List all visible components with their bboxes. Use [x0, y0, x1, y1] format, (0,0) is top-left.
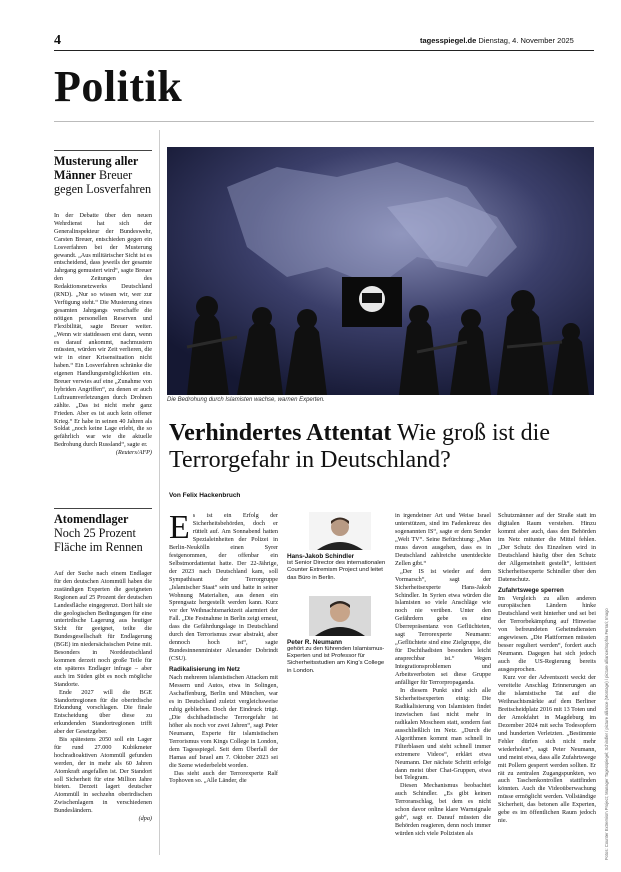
expert-name: Hans-Jakob Schindler: [287, 553, 355, 560]
byline: Von Felix Hackenbruch: [169, 492, 241, 499]
col3-p1: in irgendeiner Art und Weise Israel unterstützen, sind im Fadenkreuz des sogenannten IS“, sagte er dem Sender „Welt TV“. Seine Befürchtung: „Man muss davon ausgehen, dass es in Deutschland zahlreiche unentdeckte Zellen gibt.“: [395, 512, 491, 567]
lead-photo: [167, 147, 594, 395]
brief1-source: (Reuters/AFP): [115, 449, 152, 457]
article-col3: [395, 512, 491, 838]
top-rule: [54, 50, 594, 51]
section-title: Politik: [54, 62, 183, 111]
col3-p3: In diesem Punkt sind sich alle Sicherheitsexperten einig: Die Radikalisierung von Islamisten findet inzwischen fast nicht mehr in radikalen Moscheen statt, sondern fast ausschließlich im Netz. „Durch die Algorithmen kommt man schnell in Filterblasen und sieht schnell immer extremere Videos“, erklärt etwa Neumann. Der nächste Schritt erfolge dann meist über Chat-Gruppen, etwa bei Telegram.: [395, 686, 491, 782]
col4-p1: Schutzmänner auf der Straße statt im digitalen Raum verstehen. Hinzu kommt aber auch, dass den Behörden im Netz mitunter die Mittel fehlen. „Der Schutz des Einzelnen wird in Deutschland häufig über den Schutz der Allgemeinheit gestellt“, kritisiert Sicherheitsexperte Schindler über den Datenschutz.: [498, 512, 596, 583]
brief-rule: [54, 508, 152, 509]
col1-p3: Das sieht auch der Terrorexperte Ralf Tophoven so. „Alle Länder, die: [169, 769, 278, 785]
col4-p3: Kurz vor der Adventszeit weckt der vereitelte Anschlag Erinnerungen an die islamistische Tat auf die Weihnachtsmärkte auf dem Berliner Breitscheidplatz 2016 mit 13 Toten und der Amokfahrt in Magdeburg im Dezember 2024 mit sechs Todesopfern und hunderten Verletzten. „Bestimmte Fehler dürfen sich nicht mehr wiederholen“, sagt Peter Neumann, und meint etwa, dass alle Zufahrtswege mit Pollern gesperrt werden sollten. Er rät zu zentralen Zugangspunkten, wo auch Taschenkontrollen stattfinden könnten. Auch die Videoüberwachung müsse ermöglicht werden. Vollständige Sicherheit, das betonen alle Experten, gebe es im öffentlichen Raum jedoch nie.: [498, 674, 596, 825]
col3-p2: „Der IS ist wieder auf dem Vormarsch“, sagt der Sicherheitsexperte Hans-Jakob Schindler. In Syrien etwa würden die Islamisten so viele Anschläge wie noch nie verüben. Unter den Gefährdern gebe es eine Überrepräsentanz von Geflüchteten, sagt Terrorexperte Neumann: „Geflüchtete sind eine Zielgruppe, die für Dschihadisten besonders leicht ansprechbar ist.“ Wegen Integrationsproblemen und Arbeitsverboten sei diese Gruppe anfälliger für Terrorpropaganda.: [395, 567, 491, 687]
section-rule: [54, 121, 594, 122]
experts-box: [287, 512, 387, 675]
article-col1: [169, 509, 278, 785]
brief1-title-bold: Musterung aller Männer: [54, 154, 139, 182]
col4-p2: Im Vergleich zu allen anderen europäischen Ländern hinke Deutschland weit hinterher und sei bei der Terrorbekämpfung auf Hinweise von befreundeten Geheimdiensten angewiesen. „Die Plattformen müssten besser reguliert werden“, fordert auch Neumann. Dagegen hat sich jedoch auch die US-Regierung bereits ausgesprochen.: [498, 594, 596, 674]
subheading-access-roads: Zufahrtswege sperren: [498, 586, 564, 594]
portrait-image: [309, 512, 371, 550]
issue-date: Dienstag, 4. November 2025: [478, 36, 574, 45]
masthead: [420, 36, 574, 45]
portrait-image: [309, 596, 371, 636]
brief2-title: [54, 512, 152, 554]
site-name: tagesspiegel.de: [420, 36, 477, 45]
brief2-source: (dpa): [138, 815, 152, 823]
brief1-title-rest: Breuer gegen Losverfahren: [54, 168, 152, 196]
photo-caption: Die Bedrohung durch Islamisten wachse, warnen Experten.: [167, 397, 325, 403]
neumann-portrait: [309, 596, 371, 636]
brief2-p1: Auf der Suche nach einem Endlager für den deutschen Atommüll haben die zuständigen Experten die geeigneten Regionen auf 25 Prozent der deutschen Landesfläche eingegrenzt. Dort hält sie die geologischen Bedingungen für eine unterirdische Lagerung aus heutiger Sicht für geeignet, teilte die Bundesgesellschaft für Endlagerung (BGE) im niedersächsischen Peine mit. Besonders in Norddeutschland kommen derzeit noch große Teile für ein späteres Endlager infrage – aber auch im Süden gibt es noch mögliche Standorte.: [54, 570, 152, 688]
col1-p1: s ist ein Erfolg der Sicherheitsbehörden, doch er rüttelt auf. Am Sonnabend hatten Spezialeinheiten der Polizei in Berlin-Neukölln einen Syrer festgenommen, der offenbar ein Selbstmordattentat hatte. Der 22-Jährige, der 2023 nach Deutschland kam, soll Sympathisant der Terrorgruppe „Islamischer Staat“ sein und hatte in seiner Wohnung Materialien, aus denen ein Sprengsatz hergestellt werden kann. Kurz vor der Weihnachtsmarktzeit alarmiert der Fall. „Die Festnahme in Berlin zeigt erneut, dass die Gefährdungslage in Deutschland durch den Terrorismus zwar abstrakt, aber dennoch hoch ist“, sagte Bundesinnenminister Alexander Dobrindt (CSU).: [169, 512, 278, 663]
brief2-title-rest: Noch 25 Prozent Fläche im Rennen: [54, 526, 143, 554]
article-headline: [169, 420, 599, 474]
expert-name: Peter R. Neumann: [287, 638, 343, 646]
dropcap: E: [169, 509, 190, 546]
photo-credit: Fotos: Counter Extremism Project; Manager Tagesspiegel; Schindler / picture alliance (Montage) / picture alliance/Sophia Ferrari; Imago: [604, 608, 609, 860]
headline-rest: Wie groß ist die Terrorgefahr in Deutschland?: [169, 420, 550, 473]
brief2-p2: Ende 2027 will die BGE Standortregionen für die oberirdische Erkundung vorschlagen. Die finale Entscheidung über diese zu erkundenden Standortregionen trifft aber der Gesetzgeber.: [54, 688, 152, 736]
brief2-body: [54, 570, 152, 823]
page-number: 4: [54, 33, 61, 48]
expert-bio: gehört zu den führenden Islamismus-Experten und ist Professor für Sicherheitsstudien am King’s College in London.: [287, 645, 385, 674]
col3-p4: Diesen Mechanismus beobachtet auch Schindler. „Es gibt keinen Terroranschlag, bei dem es nicht schon davor online klare Warnsignale gab“, sagt er. Darauf müssten die Behörden reagieren, denn noch immer würden sich viele Polizisten als: [395, 782, 491, 838]
brief2-title-bold: Atomendlager: [54, 512, 129, 526]
headline-bold: Verhindertes Attentat: [169, 420, 392, 446]
terror-group-photo-illustration: [167, 147, 594, 395]
brief2-p3: Bis spätestens 2050 soll ein Lager für rund 27.000 Kubikmeter hochradioaktiven Atommüll gefunden werden, der in mehr als 60 Jahren Atomkraft angefallen ist. Der Standort soll Sicherheit für eine Million Jahre bieten. Derzeit lagert deutscher Atommüll in sechzehn oberirdischen Zwischenlagern in verschiedenen Bundesländern.: [54, 736, 152, 815]
brief1-body: [54, 212, 152, 457]
col1-p2: Nach mehreren islamistischen Attacken mit Messern und Autos, etwa in Solingen, Aschaffenburg, Berlin und München, war es in Deutschland zuletzt vergleichsweise ruhig geblieben. Doch der Eindruck trügt. „Die dschihadistische Terrorgefahr ist höher als noch vor zwei Jahren“, sagt Peter Neumann, Experte für islamistischen Terrorismus vom Kings College in London, dem Tagesspiegel. Seit dem Überfall der Hamas auf Israel am 7. Oktober 2023 sei die Szene wiederbelebt worden.: [169, 674, 278, 769]
subheading-radicalization: Radikalisierung im Netz: [169, 666, 241, 674]
brief1-text: In der Debatte über den neuen Wehrdienst hat sich der Generalinspekteur der Bundeswehr, Carsten Breuer, entschieden gegen ein Losverfahren bei der Musterung gewandt. „Aus militärischer Sicht ist es entscheidend, dass jeweils der gesamte Jahrgang gemustert wird“, sagte Breuer den Zeitungen des Redaktionsnetzwerks Deutschland (RND). „Nur so wissen wir, wer zur Verfügung steht.“ Die Musterung eines gesamten Jahrgangs verschaffe die nötigen personellen Reserven und Flexibilität, sagte Breuer weiter. „Wenn wir stattdessen erst dann, wenn es darauf ankommt, nachmustern müssten, würden wir Zeit verlieren, die wir in einer Krisensituation nicht haben.“ Ein Losverfahren schränke die eigenen Handlungsmöglichkeiten ein. Breuer verwies auf eine „Zunahme von hybriden Angriffen“, zu denen er auch Luftraumverletzungen durch Drohnen zählte. „Das ist nicht mehr ganz Frieden. Aber es ist auch kein offener Krieg.“ Er habe in seinen 40 Jahren als Soldat „noch keine Lage erlebt, die so gefährlich war wie die aktuelle Bedrohung durch Russland“, sagte er.: [54, 212, 152, 449]
brief1-title: [54, 154, 152, 196]
brief-rule: [54, 150, 152, 151]
schindler-portrait: [309, 512, 371, 550]
article-col4: [498, 512, 596, 825]
column-divider: [159, 130, 160, 855]
expert-bio: ist Senior Director des internationalen Counter Extremism Project und leitet das Büro in Berlin.: [287, 560, 386, 581]
